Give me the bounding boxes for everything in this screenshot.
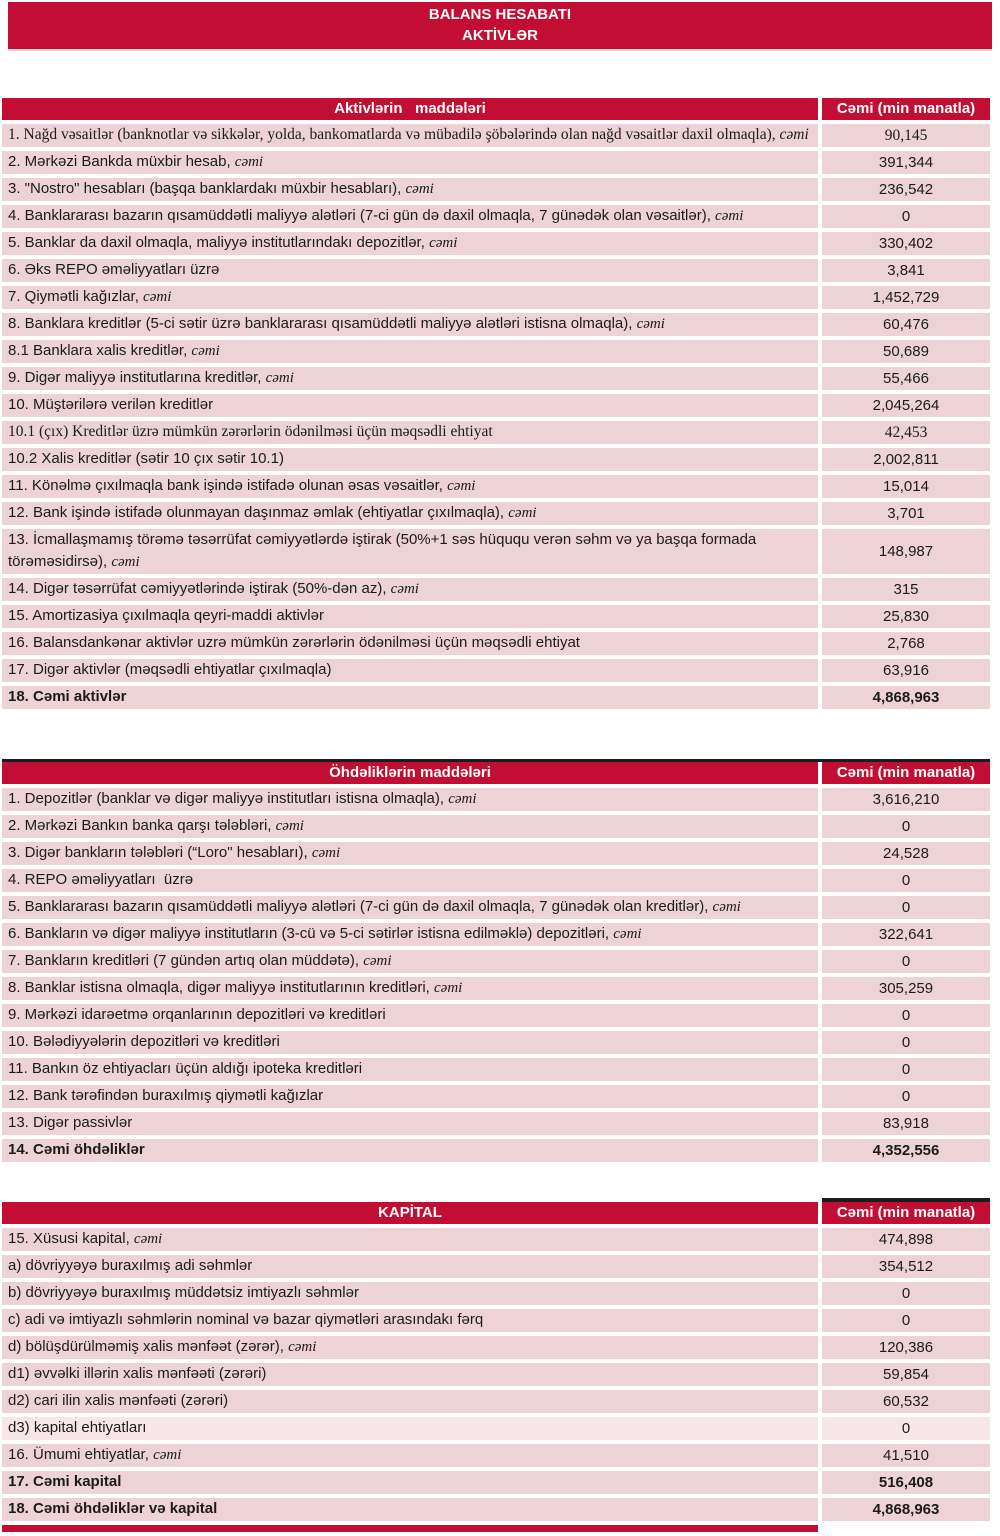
balance-report-page xyxy=(0,2,1000,1532)
row-label: b) dövriyyəyə buraxılmış müddətsiz imtiyazlı səhmlər xyxy=(2,1282,818,1305)
row-value: 42,453 xyxy=(822,421,990,444)
row-label: 18. Cəmi öhdəliklər və kapital xyxy=(2,1498,818,1521)
row-label: 17. Digər aktivlər (məqsədli ehtiyatlar çıxılmaqla) xyxy=(2,659,818,682)
row-label: a) dövriyyəyə buraxılmış adi səhmlər xyxy=(2,1255,818,1278)
table-row xyxy=(2,686,990,709)
row-value: 305,259 xyxy=(822,977,990,1000)
row-label: 3. "Nostro" hesabları (başqa banklardakı müxbir hesabları), cəmi xyxy=(2,178,818,201)
row-label: 15. Amortizasiya çıxılmaqla qeyri-maddi aktivlər xyxy=(2,605,818,628)
row-label: 4. Banklararası bazarın qısamüddətli maliyyə alətləri (7-ci gün də daxil olmaqla, 7 günədək olan vəsaitlər), cəmi xyxy=(2,205,818,228)
row-value: 60,532 xyxy=(822,1390,990,1413)
row-value: 25,830 xyxy=(822,605,990,628)
report-title-banner xyxy=(8,2,992,51)
row-value: 0 xyxy=(822,1031,990,1054)
row-value: 2,002,811 xyxy=(822,448,990,471)
row-label: 10. Bələdiyyələrin depozitləri və kreditləri xyxy=(2,1031,818,1054)
row-value: 3,841 xyxy=(822,259,990,282)
row-value: 0 xyxy=(822,869,990,892)
row-value: 0 xyxy=(822,205,990,228)
row-label: 9. Mərkəzi idarəetmə orqanlarının depozitləri və kreditləri xyxy=(2,1004,818,1027)
row-value: 315 xyxy=(822,578,990,601)
row-label: 4. REPO əməliyyatları üzrə xyxy=(2,869,818,892)
row-value: 0 xyxy=(822,1282,990,1305)
row-value: 2,045,264 xyxy=(822,394,990,417)
row-label: d1) əvvəlki illərin xalis mənfəəti (zərəri) xyxy=(2,1363,818,1386)
row-label: 3. Digər bankların tələbləri (“Loro" hesabları), cəmi xyxy=(2,842,818,865)
row-value: 0 xyxy=(822,1004,990,1027)
table-row xyxy=(2,605,990,628)
table-row xyxy=(2,502,990,525)
row-value: 41,510 xyxy=(822,1444,990,1467)
table-row xyxy=(2,1112,990,1135)
row-value: 330,402 xyxy=(822,232,990,255)
row-label: 10.2 Xalis kreditlər (sətir 10 çıx sətir 10.1) xyxy=(2,448,818,471)
table-row xyxy=(2,1139,990,1162)
row-value: 4,352,556 xyxy=(822,1139,990,1162)
row-value: 3,616,210 xyxy=(822,788,990,811)
row-value: 3,701 xyxy=(822,502,990,525)
row-label: 9. Digər maliyyə institutlarına kreditlər, cəmi xyxy=(2,367,818,390)
row-label: 7. Qiymətli kağızlar, cəmi xyxy=(2,286,818,309)
table-row xyxy=(2,367,990,390)
row-label: 17. Cəmi kapital xyxy=(2,1471,818,1494)
row-value: 0 xyxy=(822,896,990,919)
table-row xyxy=(2,232,990,255)
row-value: 391,344 xyxy=(822,151,990,174)
table-row xyxy=(2,788,990,811)
report-subtitle: AKTİVLƏR xyxy=(462,27,538,44)
row-value: 236,542 xyxy=(822,178,990,201)
column-header-total: Cəmi (min manatla) xyxy=(822,98,990,120)
table-row xyxy=(2,394,990,417)
table-row xyxy=(2,178,990,201)
table-row xyxy=(2,205,990,228)
bottom-red-bar xyxy=(2,1525,818,1532)
row-label: 16. Balansdankənar aktivlər uzrə mümkün zərərlərin ödənilməsi üçün məqsədli ehtiyat xyxy=(2,632,818,655)
row-label: c) adi və imtiyazlı səhmlərin nominal və bazar qiymətləri arasındakı fərq xyxy=(2,1309,818,1332)
row-value: 120,386 xyxy=(822,1336,990,1359)
row-label: 12. Bank işində istifadə olunmayan daşınmaz əmlak (ehtiyatlar çıxılmaqla), cəmi xyxy=(2,502,818,525)
table-liabilities xyxy=(2,762,990,1162)
row-label: 10.1 (çıx) Kreditlər üzrə mümkün zərərlərin ödənilməsi üçün məqsədli ehtiyat xyxy=(2,421,818,444)
table-row xyxy=(2,475,990,498)
table-row xyxy=(2,1004,990,1027)
table-row xyxy=(2,1390,990,1413)
row-value: 322,641 xyxy=(822,923,990,946)
row-label: 5. Banklar da daxil olmaqla, maliyyə institutlarındakı depozitlər, cəmi xyxy=(2,232,818,255)
row-value: 1,452,729 xyxy=(822,286,990,309)
row-label: 10. Müştərilərə verilən kreditlər xyxy=(2,394,818,417)
row-label: 11. Bankın öz ehtiyacları üçün aldığı ipoteka kreditləri xyxy=(2,1058,818,1081)
row-label: 8. Banklar istisna olmaqla, digər maliyyə institutlarının kreditləri, cəmi xyxy=(2,977,818,1000)
report-tables xyxy=(0,98,1000,1521)
row-label: 6. Əks REPO əməliyyatları üzrə xyxy=(2,259,818,282)
table-row xyxy=(2,1471,990,1494)
row-value: 2,768 xyxy=(822,632,990,655)
table-row xyxy=(2,124,990,147)
row-value: 0 xyxy=(822,1085,990,1108)
column-header-items: Öhdəliklərin maddələri xyxy=(2,762,818,784)
column-header-items: Aktivlərin maddələri xyxy=(2,98,818,120)
row-value: 0 xyxy=(822,1309,990,1332)
row-label: 1. Nağd vəsaitlər (banknotlar və sikkələr, yolda, bankomatlarda və mübadilə şöbələrində olan nağd vəsaitlər daxil olmaqla), cəmi xyxy=(2,124,818,147)
row-value: 354,512 xyxy=(822,1255,990,1278)
row-value: 24,528 xyxy=(822,842,990,865)
row-value: 0 xyxy=(822,1417,990,1440)
row-value: 60,476 xyxy=(822,313,990,336)
table-row xyxy=(2,286,990,309)
row-value: 59,854 xyxy=(822,1363,990,1386)
row-value: 4,868,963 xyxy=(822,686,990,709)
table-row xyxy=(2,1363,990,1386)
table-row xyxy=(2,977,990,1000)
row-value: 90,145 xyxy=(822,124,990,147)
row-label: 18. Cəmi aktivlər xyxy=(2,686,818,709)
table-row xyxy=(2,1058,990,1081)
table-row xyxy=(2,1255,990,1278)
row-value: 516,408 xyxy=(822,1471,990,1494)
row-label: 15. Xüsusi kapital, cəmi xyxy=(2,1228,818,1251)
table-row xyxy=(2,421,990,444)
row-label: d2) cari ilin xalis mənfəəti (zərəri) xyxy=(2,1390,818,1413)
row-value: 63,916 xyxy=(822,659,990,682)
table-header-row xyxy=(2,1202,990,1224)
table-row xyxy=(2,842,990,865)
table-row xyxy=(2,1444,990,1467)
table-row xyxy=(2,1228,990,1251)
row-value: 15,014 xyxy=(822,475,990,498)
row-label: 11. Könəlmə çıxılmaqla bank işində istifadə olunan əsas vəsaitlər, cəmi xyxy=(2,475,818,498)
column-header-total: Cəmi (min manatla) xyxy=(822,1202,990,1224)
table-row xyxy=(2,313,990,336)
column-header-total: Cəmi (min manatla) xyxy=(822,762,990,784)
table-row xyxy=(2,578,990,601)
row-value: 0 xyxy=(822,950,990,973)
row-value: 474,898 xyxy=(822,1228,990,1251)
row-value: 148,987 xyxy=(822,529,990,574)
table-row xyxy=(2,869,990,892)
table-row xyxy=(2,1336,990,1359)
table-row xyxy=(2,448,990,471)
table-row xyxy=(2,923,990,946)
row-value: 0 xyxy=(822,815,990,838)
table-row xyxy=(2,1282,990,1305)
table-header-row xyxy=(2,98,990,120)
table-row xyxy=(2,815,990,838)
row-label: 14. Digər təsərrüfat cəmiyyətlərində iştirak (50%-dən az), cəmi xyxy=(2,578,818,601)
row-label: 7. Bankların kreditləri (7 gündən artıq olan müddətə), cəmi xyxy=(2,950,818,973)
table-capital xyxy=(2,1202,990,1521)
table-row xyxy=(2,1417,990,1440)
row-value: 83,918 xyxy=(822,1112,990,1135)
row-value: 4,868,963 xyxy=(822,1498,990,1521)
row-label: 2. Mərkəzi Bankda müxbir hesab, cəmi xyxy=(2,151,818,174)
table-row xyxy=(2,632,990,655)
row-label: 12. Bank tərəfindən buraxılmış qiymətli kağızlar xyxy=(2,1085,818,1108)
table-row xyxy=(2,1031,990,1054)
table-row xyxy=(2,340,990,363)
row-value: 50,689 xyxy=(822,340,990,363)
row-label: 2. Mərkəzi Bankın banka qarşı tələbləri, cəmi xyxy=(2,815,818,838)
row-label: d3) kapital ehtiyatları xyxy=(2,1417,818,1440)
row-label: d) bölüşdürülməmiş xalis mənfəət (zərər), cəmi xyxy=(2,1336,818,1359)
table-row xyxy=(2,151,990,174)
row-label: 16. Ümumi ehtiyatlar, cəmi xyxy=(2,1444,818,1467)
row-value: 55,466 xyxy=(822,367,990,390)
row-label: 8. Banklara kreditlər (5-ci sətir üzrə banklararası qısamüddətli maliyyə alətləri istisna olmaqla), cəmi xyxy=(2,313,818,336)
row-value: 0 xyxy=(822,1058,990,1081)
table-row xyxy=(2,659,990,682)
row-label: 14. Cəmi öhdəliklər xyxy=(2,1139,818,1162)
row-label: 6. Bankların və digər maliyyə institutların (3-cü və 5-ci sətirlər istisna edilməklə) depozitləri, cəmi xyxy=(2,923,818,946)
table-row xyxy=(2,529,990,574)
row-label: 13. İcmallaşmamış törəmə təsərrüfat cəmiyyətlərdə iştirak (50%+1 səs hüququ verən səhm və ya başqa formada törəməsidirsə), cəmi xyxy=(2,529,818,574)
table-row xyxy=(2,259,990,282)
report-title: BALANS HESABATI xyxy=(428,6,572,23)
row-label: 13. Digər passivlər xyxy=(2,1112,818,1135)
table-header-row xyxy=(2,762,990,784)
table-row xyxy=(2,1309,990,1332)
row-label: 8.1 Banklara xalis kreditlər, cəmi xyxy=(2,340,818,363)
table-row xyxy=(2,896,990,919)
row-label: 5. Banklararası bazarın qısamüddətli maliyyə alətləri (7-ci gün də daxil olmaqla, 7 günədək olan kreditlər), cəmi xyxy=(2,896,818,919)
table-row xyxy=(2,1085,990,1108)
table-row xyxy=(2,950,990,973)
row-label: 1. Depozitlər (banklar və digər maliyyə institutları istisna olmaqla), cəmi xyxy=(2,788,818,811)
column-header-items: KAPİTAL xyxy=(2,1202,818,1224)
table-row xyxy=(2,1498,990,1521)
table-assets xyxy=(2,98,990,709)
